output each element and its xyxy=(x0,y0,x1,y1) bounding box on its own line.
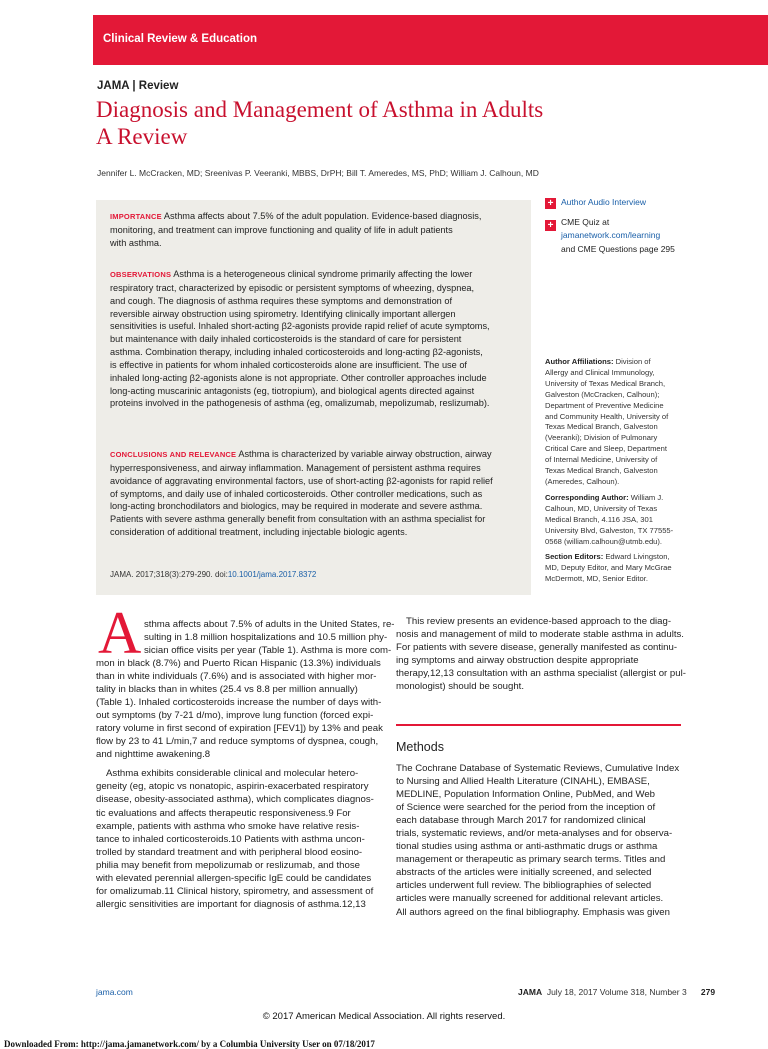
article-subtitle: A Review xyxy=(96,124,188,149)
body-line: for omalizumab.11 Clinical history, spirometry, and assessment of xyxy=(96,885,374,897)
affil-line: (Ameredes, Calhoun). xyxy=(545,476,620,486)
body-line: each database through March 2017 for randomized clinical xyxy=(396,815,646,827)
page-number: 279 xyxy=(700,987,716,997)
abstract-importance xyxy=(110,210,520,250)
body-line: with elevated perennial allergen-specific IgE could be candidates xyxy=(96,872,372,884)
body-line: sthma affects about 7.5% of adults in the United States, re- xyxy=(144,619,395,630)
article-title: Diagnosis and Management of Asthma in Adults xyxy=(96,97,544,122)
page-footer xyxy=(518,987,715,997)
body-line: The Cochrane Database of Systematic Reviews, Cumulative Index xyxy=(396,763,680,774)
affil-line: Texas Medical Branch, Galveston xyxy=(545,422,658,432)
abstract-line: with asthma. xyxy=(110,237,162,248)
body-line: nosis and management of mild to moderate stable asthma in adults. xyxy=(396,629,684,641)
abstract-line: and cough. The diagnosis of asthma requires these symptoms and demonstration of xyxy=(110,295,453,306)
abstract-line: consideration of additional treatment, including injectable biologic agents. xyxy=(110,527,408,538)
citation xyxy=(110,570,316,579)
affil-line: Department of Preventive Medicine xyxy=(545,400,664,410)
right-column-methods xyxy=(396,762,686,919)
body-line: (Table 1). Inhaled corticosteroids increase the number of days with- xyxy=(96,697,382,709)
corresponding-heading: Corresponding Author: xyxy=(545,492,629,502)
cme-learning-link[interactable]: jamanetwork.com/learning xyxy=(561,230,661,240)
body-line: tance to inhaled corticosteroids.10 Patients with asthma uncon- xyxy=(96,833,365,845)
copyright-notice: © 2017 American Medical Association. All rights reserved. xyxy=(262,1011,506,1022)
body-line: ing symptoms and airway obstruction despite appropriate xyxy=(396,655,639,667)
importance-heading: IMPORTANCE xyxy=(110,212,162,221)
footer-journal: JAMA xyxy=(518,987,543,997)
affil-line: Galveston (McCracken, Calhoun); xyxy=(545,389,660,399)
author-info xyxy=(545,357,690,585)
body-line: ratory volume in first second of expiration [FEV1]) by 13% and peak xyxy=(96,723,383,735)
affil-line: (Veeranki); Division of Pulmonary xyxy=(545,433,658,443)
body-line: trials, systematic reviews, and/or meta-analyses and for observa- xyxy=(396,828,673,840)
body-line: therapy,12,13 consultation with an asthma specialist (allergist or pul- xyxy=(396,668,686,680)
editor-line: MD, Deputy Editor, and Mary McGrae xyxy=(545,563,672,573)
footer-issue: July 18, 2017 Volume 318, Number 3 xyxy=(546,987,687,997)
corr-line: William J. xyxy=(630,492,664,502)
body-line: management or therapeutic as primary search terms. Titles and xyxy=(396,854,666,866)
body-line: For patients with severe disease, generally manifested as continu- xyxy=(396,642,678,654)
body-line: articles were manually screened for additional relevant articles. xyxy=(396,893,664,905)
abstract-line: long-acting muscarinic antagonists (eg, tiotropium), and biological agents directed against xyxy=(110,385,475,396)
abstract-line: respiratory tract, characterized by episodic or persistent symptoms of wheezing, dyspnea, xyxy=(110,282,475,293)
affil-line: Texas Medical Branch, Galveston xyxy=(545,466,658,476)
body-line: This review presents an evidence-based approach to the diag- xyxy=(406,616,672,627)
body-line: tality in blacks than in whites (25.4 vs 8.8 per million annually) xyxy=(96,684,358,696)
plus-icon: + xyxy=(545,220,556,231)
body-line: disease, obesity-associated asthma), which complicates diagnos- xyxy=(96,794,374,806)
abstract-line: proteins involved in the pathogenesis of asthma (eg, omalizumab, mepolizumab, reslizumab). xyxy=(110,398,490,409)
body-line: abstracts of the articles were initially screened, and selected xyxy=(396,867,652,879)
body-line: philia may benefit from mepolizumab or reslizumab, and those xyxy=(96,859,360,871)
abstract-observations xyxy=(110,268,520,410)
body-line: tional studies using asthma or anti-asthmatic drugs or asthma xyxy=(396,841,658,853)
author-list: Jennifer L. McCracken, MD; Sreenivas P. Veeranki, MBBS, DrPH; Bill T. Ameredes, MS, PhD; William J. Calhoun, MD xyxy=(97,168,539,178)
abstract-line: Asthma is characterized by variable airway obstruction, airway xyxy=(238,449,492,459)
left-column-body xyxy=(96,657,386,911)
cme-questions: and CME Questions page 295 xyxy=(561,244,675,254)
right-column-intro xyxy=(396,615,686,693)
body-line: and nighttime awakening.8 xyxy=(96,749,211,761)
body-line: example, patients with asthma who smoke have relative resis- xyxy=(96,820,360,832)
journal-line: JAMA | Review xyxy=(97,80,179,92)
abstract-line: long-acting bronchodilators and biologics, may be required in moderate and severe asthma. xyxy=(110,501,483,512)
corr-line: 0568 (william.calhoun@utmb.edu). xyxy=(545,536,663,546)
abstract-line: monitoring, and treatment can improve functioning and quality of life in adult patients xyxy=(110,224,453,235)
jama-site-link[interactable]: jama.com xyxy=(96,987,133,997)
observations-heading: OBSERVATIONS xyxy=(110,270,172,279)
body-line: Asthma exhibits considerable clinical and molecular hetero- xyxy=(106,768,359,780)
body-line: to Nursing and Allied Health Literature (CINAHL), EMBASE, xyxy=(396,776,650,788)
abstract-line: sensitivities is useful. Inhaled short-acting β2-agonists provide rapid relief of acute symptoms, xyxy=(110,321,490,332)
affil-line: and Community Health, University of xyxy=(545,411,669,421)
corr-line: Medical Branch, 4.116 JSA, 301 xyxy=(545,514,653,524)
editors-heading: Section Editors: xyxy=(545,552,604,562)
body-line: sulting in 1.8 million hospitalizations and 10.5 million phy- xyxy=(144,632,388,644)
body-line: articles underwent full review. The bibliographies of selected xyxy=(396,880,652,892)
body-line: out symptoms (by 7-21 d/mo), improve lung function (forced expi- xyxy=(96,710,374,722)
abstract-line: Patients with severe asthma generally benefit from consultation with an asthma specialist for xyxy=(110,514,486,525)
abstract-line: hyperresponsiveness, and airway inflammation. Management of persistent asthma requires xyxy=(110,462,481,473)
conclusions-heading: CONCLUSIONS AND RELEVANCE xyxy=(110,450,237,459)
abstract-line: inhaled long-acting β2-agonists alone is not appropriate. Other controller approaches include xyxy=(110,372,487,383)
doi-link[interactable]: 10.1001/jama.2017.8372 xyxy=(227,570,317,579)
left-column-lead xyxy=(144,618,394,657)
section-divider xyxy=(396,724,681,726)
body-line: All authors agreed on the final bibliography. Emphasis was given xyxy=(396,906,670,918)
citation-text: JAMA. 2017;318(3):279-290. doi: xyxy=(110,570,228,579)
body-line: MEDLINE, Population Information Online, PubMed, and Web xyxy=(396,789,655,801)
editor-line: Edward Livingston, xyxy=(605,552,670,562)
audio-interview-link[interactable] xyxy=(561,197,646,207)
abstract-line: reversible airway obstruction using spirometry. Identifying clinically important allergen xyxy=(110,308,456,319)
affil-line: Division of xyxy=(615,357,651,366)
affil-line: of Internal Medicine, University of xyxy=(545,455,658,465)
editor-line: McDermott, MD, Senior Editor. xyxy=(545,574,648,584)
affil-line: University of Texas Medical Branch, xyxy=(545,378,666,388)
corr-line: Calhoun, MD, University of Texas xyxy=(545,503,658,513)
affil-line: Allergy and Clinical Immunology, xyxy=(545,367,655,377)
abstract-line: but maintenance with daily inhaled corticosteroids is the standard of care for persistent xyxy=(110,334,462,345)
section-label: Clinical Review & Education xyxy=(103,33,258,45)
abstract-box xyxy=(96,200,531,595)
abstract-line: is effective in patients for whom inhaled corticosteroids alone are insufficient. The use of xyxy=(110,359,467,370)
body-line: monologist) should be sought. xyxy=(396,681,524,693)
abstract-line: avoidance of aggravating environmental factors, use of short-acting β2-agonists for rapid relief xyxy=(110,475,493,486)
download-notice: Downloaded From: http://jama.jamanetwork.com/ by a Columbia University User on 07/18/2017 xyxy=(4,1039,375,1049)
drop-cap: A xyxy=(98,600,142,666)
methods-heading: Methods xyxy=(396,740,444,754)
body-line: mon in black (8.7%) and Puerto Rican Hispanic (13.3%) individuals xyxy=(96,658,381,669)
cme-quiz-label: CME Quiz at xyxy=(561,217,610,227)
abstract-line: asthma. Combination therapy, including inhaled corticosteroids and long-acting β2-agonists, xyxy=(110,347,483,358)
audio-interview-label: Author Audio Interview xyxy=(561,197,647,207)
abstract-line: Asthma affects about 7.5% of the adult population. Evidence-based diagnosis, xyxy=(163,211,482,221)
body-line: trolled by standard treatment and with peripheral blood eosino- xyxy=(96,846,363,858)
abstract-line: Asthma is a heterogeneous clinical syndrome primarily affecting the lower xyxy=(173,269,473,279)
body-line: flow by 23 to 41 L/min,7 and reduce symptoms of dyspnea, cough, xyxy=(96,736,379,748)
body-line: sician office visits per year (Table 1). Asthma is more com- xyxy=(144,645,392,657)
corr-line: University Blvd, Galveston, TX 77555- xyxy=(545,525,674,535)
abstract-line: of symptoms, and daily use of inhaled corticosteroids. Other controller medications, such as xyxy=(110,488,483,499)
abstract-conclusions xyxy=(110,448,520,539)
body-line: than in white individuals (7.6%) and is associated with higher mor- xyxy=(96,671,377,683)
affiliations-heading: Author Affiliations: xyxy=(545,357,614,366)
section-banner xyxy=(93,15,768,65)
body-line: tic evaluations and affects therapeutic responsiveness.9 For xyxy=(96,807,351,819)
plus-icon: + xyxy=(545,198,556,209)
body-line: of Science were searched for the period from the inception of xyxy=(396,802,656,814)
body-line: geneity (eg, atopic vs nonatopic, aspirin-exacerbated respiratory xyxy=(96,781,369,793)
affil-line: Critical Care and Sleep, Department xyxy=(545,444,667,454)
body-line: allergic sensitivities are important for diagnosis of asthma.12,13 xyxy=(96,898,366,910)
